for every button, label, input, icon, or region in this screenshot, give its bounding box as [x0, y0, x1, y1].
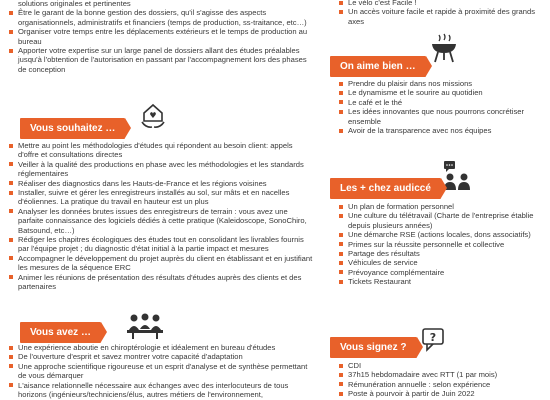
signez-list [330, 361, 540, 399]
list-item: De l'ouverture d'esprit et savez montrer votre capacité d'adaptation [0, 352, 315, 361]
list-item: Rédiger les chapitres écologiques des études tout en consolidant les livrables fournis par l'équipe projet ; du diagnostic d'état initial à la partie impact et mesures [0, 235, 315, 254]
list-item: Une approche scientifique rigoureuse et un esprit d'analyse et de synthèse permettant de vous démarquer [0, 362, 315, 381]
section-title-avez: Vous avez … [20, 322, 101, 343]
list-item: Apporter votre expertise sur un large panel de dossiers allant des études préalables jusqu'à l'obtention de l'autorisation en passant par l'accompagnement lors des phases de conception [0, 46, 310, 74]
section-title-signez: Vous signez ? [330, 337, 417, 358]
list-item: Rémunération annuelle : selon expérience [330, 380, 540, 389]
svg-text:?: ? [429, 331, 437, 344]
avez-list [0, 343, 315, 399]
list-item: Un plan de formation personnel [330, 202, 540, 211]
list-item: Prévoyance complémentaire [330, 268, 540, 277]
right-column [330, 0, 550, 400]
list-item: Veiller à la qualité des productions en phase avec les méthodologies et les standards réglementaires [0, 160, 315, 179]
list-item: CDI [330, 361, 540, 370]
list-item: Avoir de la transparence avec nos équipes [330, 126, 540, 135]
list-item: Installer, suivre et gérer les enregistreurs installés au sol, sur mâts et en nacelles d'éoliennes. La pratique du travail en hauteur est un plus [0, 188, 315, 207]
section-title-aime: On aime bien … [330, 56, 426, 77]
list-item: Les idées innovantes que nous pourrons concrétiser ensemble [330, 107, 540, 126]
list-item: Partage des résultats [330, 249, 540, 258]
list-item: Une démarche RSE (actions locales, dons associatifs) [330, 230, 540, 239]
list-item: Tickets Restaurant [330, 277, 540, 286]
list-item: Accompagner le développement du projet auprès du client en établissant et en justifiant les mesures de la séquence ERC [0, 254, 315, 273]
team-table-icon [124, 312, 166, 345]
list-item: Le vélo c'est Facile ! [330, 0, 540, 7]
list-item: Le dynamisme et le sourire au quotidien [330, 88, 540, 97]
section-title-plus: Les + chez audiccé [330, 178, 441, 199]
house-hands-icon [140, 100, 166, 135]
list-item: Animer les réunions de présentation des résultats d'études auprès des clients et des partenaires [0, 273, 315, 292]
question-bubble-icon [422, 328, 448, 357]
section-title-souhaitez: Vous souhaitez … [20, 118, 125, 139]
list-item: solutions originales et pertinentes [18, 0, 131, 8]
plus-list [330, 202, 540, 287]
list-item: Primes sur la réussite personnelle et collective [330, 240, 540, 249]
top-missions-list [0, 0, 310, 74]
list-item: Être le garant de la bonne gestion des dossiers, qu'il s'agisse des aspects organisationnels, administratifs et financiers (temps de production, ss-traitance, etc…) [0, 8, 310, 27]
right-top-list [330, 0, 540, 26]
list-item: Une expérience aboutie en chiroptérologie et idéalement en bureau d'études [0, 343, 315, 352]
aime-list [330, 79, 540, 135]
souhaitez-list [0, 141, 315, 292]
list-item: Le café et le thé [330, 98, 540, 107]
list-item: Une culture du télétravail (Charte de l'entreprise établie depuis plusieurs années) [330, 211, 540, 230]
list-item: Un accès voiture facile et rapide à proximité des grands axes [330, 7, 540, 26]
svg-text:♥: ♥ [149, 111, 157, 120]
list-item: Prendre du plaisir dans nos missions [330, 79, 540, 88]
list-item: Poste à pourvoir à partir de Juin 2022 [330, 389, 540, 398]
list-item: Réaliser des diagnostics dans les Hauts-de-France et les régions voisines [0, 179, 315, 188]
list-item: L'aisance relationnelle nécessaire aux échanges avec des interlocuteurs de tous horizons (ingénieurs/techniciens/élus, autres métiers de l'environnement, [0, 381, 315, 400]
list-item: Mettre au point les méthodologies d'études qui répondent au besoin client: appels d'offre et consultations directes [0, 141, 315, 160]
list-item: Véhicules de service [330, 258, 540, 267]
list-item: 37h15 hebdomadaire avec RTT (1 par mois) [330, 370, 540, 379]
list-item: Organiser votre temps entre les déplacements extérieurs et le temps de production au bureau [0, 27, 310, 46]
barbecue-icon [430, 33, 458, 68]
list-item: Analyser les données brutes issues des enregistreurs de terrain : vous avez une parfaite connaissance des logiciels dédiés à cette pratique (Kaleidoscope, SonoChiro, Batsound, etc…) [0, 207, 315, 235]
